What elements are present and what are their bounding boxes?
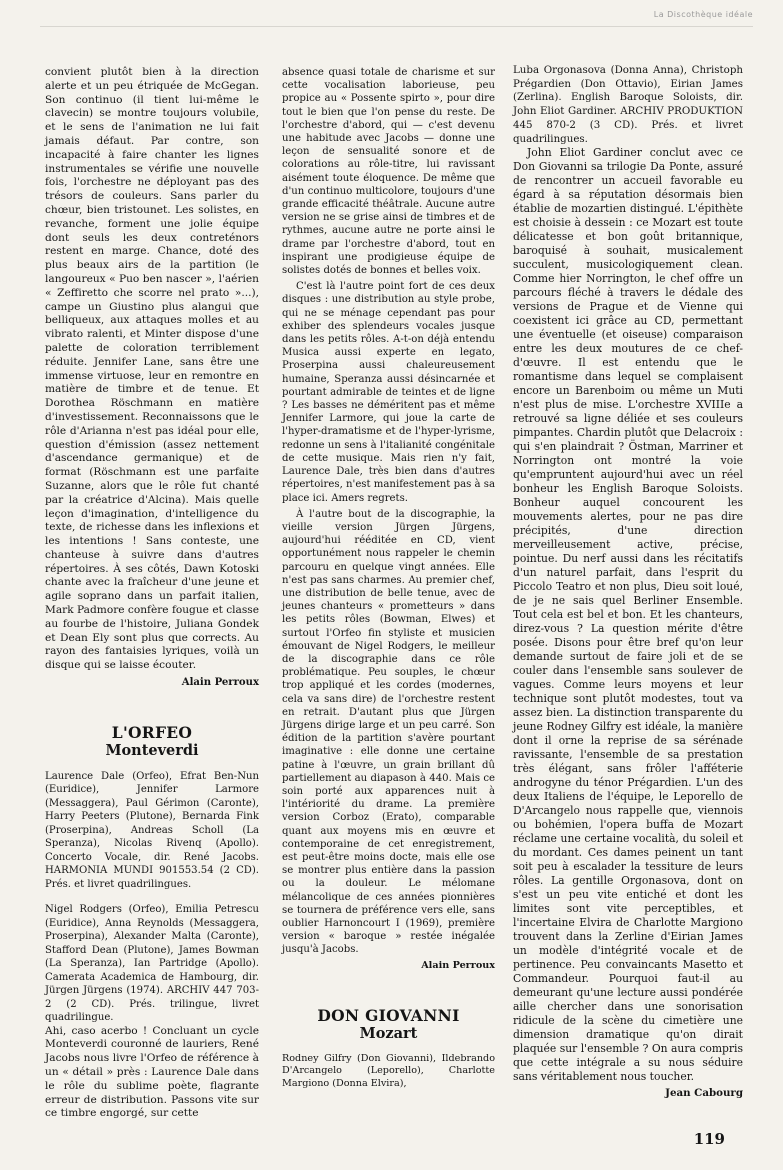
review-paragraph: Ahi, caso acerbo ! Concluant un cycle Monteverdi couronné de lauriers, René Jacobs nous livre l'Orfeo de référence à un « détail » près : Laurence Dale dans le rôle du sublime poète, flagrante erreur de distribution. Passons vite sur ce timbre engorgé, sur cette — [45, 1024, 259, 1120]
composer-name: Monteverdi — [105, 741, 199, 759]
page-number: 119 — [693, 1130, 725, 1148]
review-paragraph: C'est là l'autre point fort de ces deux disques : une distribution au style probe, qui ne se ménage cependant pas pour exhiber des splendeurs vocales jusque dans les petits rôles. A-t-on déjà entendu Musica aussi experte en legato, Proserpina aussi chaleureusement humaine, Speranza aussi désincarnée et pourtant admirable de teintes et de ligne ? Les basses ne déméritent pas et même Jennifer Larmore, qui joue la carte de l'hyper-dramatisme et de l'hyper-lyrisme, redonne un sens à l'italianité congénitale de cette musique. Mais rien n'y fait, Laurence Dale, très bien dans d'autres répertoires, n'est manifestement pas à sa place ici. Amers regrets. — [282, 281, 496, 504]
review-signature: Alain Perroux — [421, 959, 495, 971]
header-rule — [40, 26, 753, 27]
column-3 — [513, 64, 743, 1101]
composer-name: Mozart — [359, 1024, 418, 1042]
review-signature: Jean Cabourg — [665, 1087, 743, 1100]
column-1 — [45, 66, 259, 1121]
recording-credits: Nigel Rodgers (Orfeo), Emilia Petrescu (Euridice), Anna Reynolds (Messaggera, Proserpina), Alexander Malta (Caronte), Stafford Dean (Plutone), James Bowman (La Speranza), Ian Partridge (Apollo). Camerata Academica de Hambourg, dir. Jürgen Jürgens (1974). ARCHIV 447 703-2 (2 CD). Prés. trilingue, livret quadrilingue. — [45, 904, 259, 1024]
recording-credits: Laurence Dale (Orfeo), Efrat Ben-Nun (Euridice), Jennifer Larmore (Messaggera), Paul Gérimon (Caronte), Harry Peeters (Plutone), Bernarda Fink (Proserpina), Andreas Scholl (La Speranza), Nicolas Rivenq (Apollo). Concerto Vocale, dir. René Jacobs. HARMONIA MUNDI 901553.54 (2 CD). Prés. et livret quadrilingues. — [45, 770, 259, 890]
review-signature: Alain Perroux — [181, 677, 259, 689]
review-paragraph: absence quasi totale de charisme et sur cette vocalisation laborieuse, peu propice au « Possente spirto », pour dire tout le bien que l'on pense du reste. De l'orchestre d'abord, qui — c'est devenu une habitude avec Jacobs — donne une leçon de sensualité sonore et de colorations au rôle-titre, lui ravissant aisément toute éloquence. De même que d'un continuo multicolore, toujours d'une grande efficacité théâtrale. Aucune autre version ne se grise ainsi de timbres et de rythmes, aucune autre ne porte ainsi le drame par l'orchestre d'abord, tout en inspirant une prodigieuse équipe de solistes dotés de bonnes et belles voix. — [282, 67, 495, 277]
review-paragraph: convient plutôt bien à la direction alerte et un peu étriquée de McGegan. Son continuo (il tient lui-même le clavecin) se montre toujours volubile, et le sens de l'animation ne lui fait jamais défaut. Par contre, son incapacité à faire chanter les lignes instrumentales se vérifie une nouvelle fois, l'orchestre ne déployant pas des trésors de couleurs. Sans parler du chœur, bien tristounet. Les solistes, en revanche, forment une jolie équipe dont seuls les deux contreténors restent en marge. Chance, doté des plus beaux airs de la partition (le langoureux « Puo ben nascer », l'aérien « Zeffiretto che scorre nel prato »...), campe un Giustino plus alangui que belliqueux, aux attaques molles et au vibrato ralenti, et Minter dispose d'une palette de coloration terriblement réduite. Jennifer Lane, sans être une immense virtuose, leur en remontre en matière de timbre et de tenue. Et Dorothea Röschmann en matière d'investissement. Reconnaissons que le rôle d'Arianna n'est pas idéal pour elle, question d'émission (assez nettement d'ascendance germanique) et de format (Röschmann est une parfaite Suzanne, alors que le rôle fut chanté par la créatrice d'Alcina). Mais quelle leçon d'imagination, d'intelligence du texte, de richesse dans les inflexions et les intentions ! Sans conteste, une chanteuse à suivre dans d'autres répertoires. À ses côtés, Dawn Kotoski chante avec la fraîcheur d'une jeune et agile soprano dans un parfait italien, Mark Padmore confère fougue et classe au fourbe de l'histoire, Juliana Gondek et Dean Ely sont plus que corrects. Au rayon des fantaisies lyriques, voilà un disque qui se laisse écouter. — [45, 66, 259, 672]
review-paragraph: John Eliot Gardiner conclut avec ce Don Giovanni sa trilogie Da Ponte, assuré de rencontrer un accueil favorable eu égard à sa réputation désormais bien établie de mozartien distingué. L'épithète est choisie à dessein : ce Mozart est toute délicatesse et bon goût britannique, baroquisé à souhait, musicalement succulent, musicologiquement clean. Comme hier Norrington, le chef offre un parcours fléché à travers le dédale des versions de Prague et de Vienne qui coexistent ici grâce au CD, permettant une éventuelle (et oiseuse) comparaison entre les deux moutures de ce chef-d'œuvre. Il est entendu que le romantisme dans lequel se complaisent encore un Barenboim ou même un Muti n'est plus de mise. L'orchestre XVIIIe a retrouvé sa ligne déliée et ses couleurs pimpantes. Chardin plutôt que Delacroix : qui s'en plaindrait ? Östman, Marriner et Norrington ont montré la voie qu'empruntent aujourd'hui avec un réel bonheur les English Baroque Soloists. Bonheur auquel concourent les mouvements alertes, pour ne pas dire précipités, d'une direction merveilleusement active, précise, pointue. Du nerf aussi dans les récitatifs d'un naturel parfait, dans l'esprit du Piccolo Teatro et non plus, Dieu soit loué, de je ne sais quel Berliner Ensemble. Tout cela est bel et bon. Et les chanteurs, direz-vous ? La question mérite d'être posée. Disons pour être bref qu'on leur demande surtout de faire joli et de se couler dans l'ensemble sans soulever de vagues. Comme leurs moyens et leur technique sont plutôt modestes, tout va assez bien. La distinction transparente du jeune Rodney Gilfry est idéale, la manière dont il orne la reprise de sa sérénade ravissante, l'ensemble de sa prestation très élégant, sans frôler l'afféterie androgyne du ténor Prégardien. L'un des deux Italiens de l'équipe, le Leporello de D'Arcangelo nous rappelle que, viennois ou bohémien, l'opera buffa de Mozart réclame une certaine vocalità, du soleil et du mordant. Ces dames peinent un tant soit peu à escalader la tessiture de leurs rôles. La gentille Orgonasova, dont on s'est un peu vite entiché et dont les limites sont vite perceptibles, et l'incertaine Elvira de Charlotte Margiono trouvent dans la Zerline d'Eirian James un modèle d'intégrité vocale et de pertinence. Peu convaincants Masetto et Commandeur. Pourquoi faut-il au demeurant qu'une lecture aussi pondérée aille chercher dans une sonorisation ridicule de la scène du cimetière une dimension dramatique qu'on dirait plaquée sur l'ensemble ? On aura compris que cette intégrale a su nous séduire sans véritablement nous toucher. — [513, 146, 743, 1084]
recording-credits: Luba Orgonasova (Donna Anna), Christoph Prégardien (Don Ottavio), Eirian James (Zerlina). English Baroque Soloists, dir. John Eliot Gardiner. ARCHIV PRODUKTION 445 870-2 (3 CD). Prés. et livret quadrilingues. — [513, 64, 743, 145]
work-title: L'ORFEO — [111, 722, 193, 742]
column-2 — [282, 66, 495, 1091]
recording-credits: Rodney Gilfry (Don Giovanni), Ildebrando D'Arcangelo (Leporello), Charlotte Margiono (Donna Elvira), — [282, 1052, 495, 1090]
running-header: La Discothèque idéale — [653, 10, 753, 19]
review-paragraph: À l'autre bout de la discographie, la vieille version Jürgen Jürgens, aujourd'hui rééditée en CD, vient opportunément nous rappeler le chemin parcouru en quelque vingt années. Elle n'est pas sans charmes. Au premier chef, une distribution de belle tenue, avec de jeunes chanteurs « prometteurs » dans les petits rôles (Bowman, Elwes) et surtout l'Orfeo fin styliste et musicien émouvant de Nigel Rodgers, le meilleur de la discographie dans ce rôle problématique. Peu souples, le chœur trop appliqué et les cordes (modernes, cela va sans dire) de l'orchestre restent en retrait. D'autant plus que Jürgen Jürgens dirige large et un peu carré. Son édition de la partition s'avère pourtant imaginative : elle donne une certaine patine à l'œuvre, un grain brillant dû partiellement au diapason à 440. Mais ce soin porté aux apparences nuit à l'intériorité du drame. La première version Corboz (Erato), comparable quant aux moyens mis en œuvre et contemporaine de cet enregistrement, est peut-être moins docte, mais elle ose se montrer plus entière dans la passion ou la douleur. Le mélomane mélancolique de ces années pionnières se tournera de préférence vers elle, sans oublier Harnoncourt I (1969), première version « baroque » restée inégalée jusqu'à Jacobs. — [282, 508, 495, 956]
work-title: DON GIOVANNI — [317, 1005, 460, 1025]
